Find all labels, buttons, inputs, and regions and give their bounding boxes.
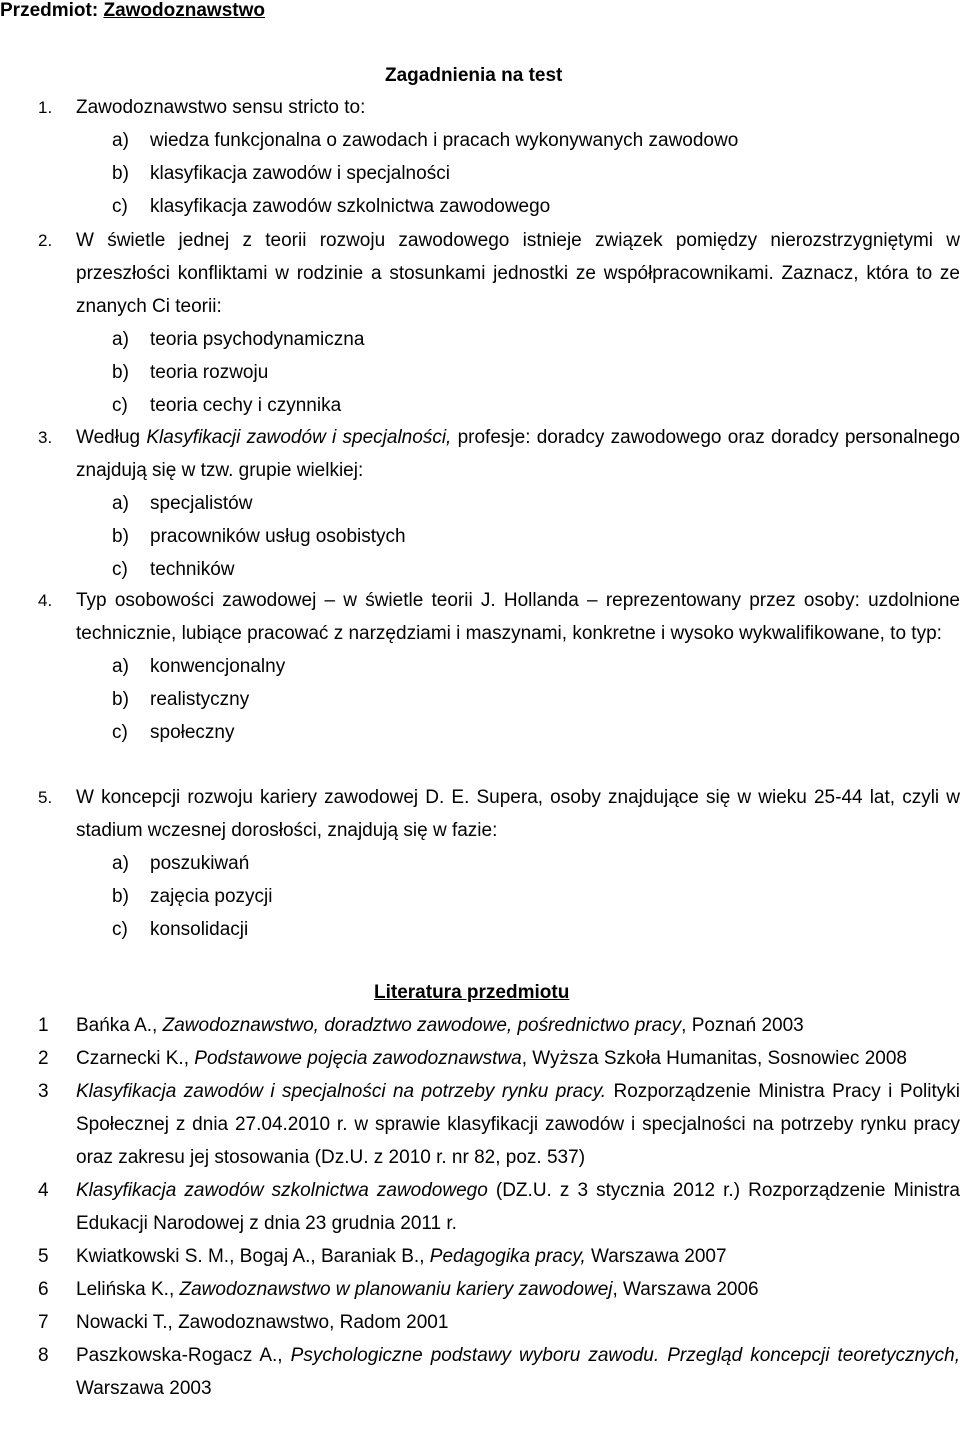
literature-text [76, 1042, 960, 1075]
question-number: 4. [38, 591, 53, 610]
question-number: 1. [38, 98, 53, 117]
option-text: klasyfikacja zawodów i specjalności [150, 163, 450, 184]
answer-option [0, 190, 960, 223]
question-3 [0, 421, 960, 586]
option-text: pracowników usług osobistych [150, 526, 406, 547]
literature-title: Podstawowe pojęcia zawodoznawstwa [194, 1048, 522, 1069]
option-letter: b) [112, 362, 129, 383]
literature-number: 4 [38, 1180, 49, 1201]
literature-author: Lelińska K., [76, 1279, 180, 1300]
option-text: wiedza funkcjonalna o zawodach i pracach wykonywanych zawodowo [150, 130, 739, 151]
option-text: klasyfikacja zawodów szkolnictwa zawodowego [150, 196, 551, 217]
answer-option [0, 389, 960, 422]
literature-author: Czarnecki K., [76, 1048, 195, 1069]
option-text: realistyczny [150, 689, 250, 710]
option-text: konwencjonalny [150, 656, 286, 677]
answer-option [0, 356, 960, 389]
option-letter: b) [112, 526, 129, 547]
question-1 [0, 91, 960, 223]
literature-text [76, 1273, 960, 1306]
option-text: specjalistów [150, 493, 253, 514]
subject-label: Przedmiot: [0, 0, 99, 21]
option-text: techników [150, 559, 235, 580]
question-text [76, 421, 960, 487]
literature-item [0, 1042, 960, 1075]
question-text-part: Według [76, 427, 147, 448]
literature-publication: Warszawa 2003 [76, 1378, 212, 1399]
literature-text [76, 1306, 960, 1339]
literature-title: Psychologiczne podstawy wyboru zawodu. Przegląd koncepcji teoretycznych, [290, 1345, 960, 1366]
literature-heading: Literatura przedmiotu [374, 982, 570, 1003]
literature-number: 6 [38, 1279, 49, 1300]
question-text-part: profesje: doradcy zawodowego oraz doradcy personalnego znajdują się w tzw. grupie wielkiej: [76, 427, 960, 481]
answer-option [0, 716, 960, 749]
literature-publication: (DZ.U. z 3 stycznia 2012 r.) Rozporządzenie Ministra Edukacji Narodowej z dnia 23 grudnia 2011 r. [76, 1180, 960, 1234]
option-letter: b) [112, 163, 129, 184]
literature-number: 2 [38, 1048, 49, 1069]
answer-option [0, 157, 960, 190]
literature-title: Pedagogika pracy, [429, 1246, 586, 1267]
option-text: zajęcia pozycji [150, 886, 273, 907]
literature-publication: , Poznań 2003 [681, 1015, 804, 1036]
option-letter: a) [112, 853, 129, 874]
literature-publication: Warszawa 2007 [585, 1246, 727, 1267]
answer-option [0, 880, 960, 913]
literature-number: 7 [38, 1312, 49, 1333]
question-number: 3. [38, 428, 53, 447]
literature-item [0, 1306, 960, 1339]
literature-item [0, 1240, 960, 1273]
question-text: W koncepcji rozwoju kariery zawodowej D. E. Supera, osoby znajdujące się w wieku 25-44 lat, czyli w stadium wczesnej dorosłości, znajdują się w fazie: [76, 787, 960, 841]
literature-item [0, 1075, 960, 1174]
answer-options [0, 323, 960, 422]
literature-title: Klasyfikacja zawodów i specjalności na potrzeby rynku pracy. [76, 1081, 607, 1102]
literature-number: 8 [38, 1345, 49, 1366]
option-text: poszukiwań [150, 853, 250, 874]
answer-option [0, 683, 960, 716]
option-letter: b) [112, 886, 129, 907]
literature-item [0, 1009, 960, 1042]
question-2 [0, 224, 960, 422]
answer-option [0, 553, 960, 586]
option-letter: a) [112, 493, 129, 514]
answer-options [0, 650, 960, 749]
test-heading: Zagadnienia na test [385, 65, 563, 86]
option-text: konsolidacji [150, 919, 249, 940]
question-number: 5. [38, 788, 53, 807]
literature-item [0, 1174, 960, 1240]
option-text: teoria cechy i czynnika [150, 395, 342, 416]
question-text: Typ osobowości zawodowej – w świetle teorii J. Hollanda – reprezentowany przez osoby: uzdolnione technicznie, lubiące pracować z narzędziami i maszynami, konkretne i wysoko wykwalifikowane, to typ: [76, 590, 960, 644]
option-letter: a) [112, 656, 129, 677]
answer-option [0, 124, 960, 157]
option-letter: c) [112, 722, 128, 743]
literature-publication: , Wyższa Szkoła Humanitas, Sosnowiec 2008 [521, 1048, 907, 1069]
answer-option [0, 847, 960, 880]
question-text: Zawodoznawstwo sensu stricto to: [76, 97, 366, 118]
question-text: W świetle jednej z teorii rozwoju zawodowego istnieje związek pomiędzy nierozstrzygniętymi w przeszłości konfliktami w rodzinie a stosunkami jednostki ze współpracownikami. Zaznacz, która to ze znanych Ci teorii: [76, 230, 960, 317]
question-text-italic: Klasyfikacji zawodów i specjalności, [146, 427, 452, 448]
literature-text [76, 1339, 960, 1405]
answer-option [0, 913, 960, 946]
literature-title: Zawodoznawstwo, doradztwo zawodowe, pośrednictwo pracy [162, 1015, 682, 1036]
literature-publication: , Warszawa 2006 [612, 1279, 759, 1300]
subject-line [0, 0, 265, 23]
answer-options [0, 847, 960, 946]
option-letter: a) [112, 329, 129, 350]
option-letter: b) [112, 689, 129, 710]
literature-author: Nowacki T., Zawodoznawstwo, Radom 2001 [76, 1312, 449, 1333]
answer-option [0, 487, 960, 520]
literature-number: 3 [38, 1081, 49, 1102]
option-text: teoria rozwoju [150, 362, 269, 383]
option-text: teoria psychodynamiczna [150, 329, 365, 350]
option-letter: c) [112, 395, 128, 416]
literature-item [0, 1273, 960, 1306]
option-letter: c) [112, 196, 128, 217]
literature-text [76, 1009, 960, 1042]
option-text: społeczny [150, 722, 235, 743]
literature-title: Klasyfikacja zawodów szkolnictwa zawodowego [76, 1180, 488, 1201]
literature-author: Bańka A., [76, 1015, 163, 1036]
answer-options [0, 487, 960, 586]
option-letter: c) [112, 919, 128, 940]
question-5 [0, 781, 960, 946]
option-letter: c) [112, 559, 128, 580]
literature-title: Zawodoznawstwo w planowaniu kariery zawodowej [179, 1279, 613, 1300]
question-4 [0, 584, 960, 749]
literature-list [0, 1009, 960, 1405]
literature-number: 5 [38, 1246, 49, 1267]
literature-text [76, 1240, 960, 1273]
literature-text [76, 1075, 960, 1174]
literature-author: Paszkowska-Rogacz A., [76, 1345, 291, 1366]
literature-item [0, 1339, 960, 1405]
option-letter: a) [112, 130, 129, 151]
question-number: 2. [38, 231, 53, 250]
literature-text [76, 1174, 960, 1240]
answer-option [0, 323, 960, 356]
answer-option [0, 650, 960, 683]
answer-options [0, 124, 960, 223]
literature-author: Kwiatkowski S. M., Bogaj A., Baraniak B., [76, 1246, 430, 1267]
subject-value: Zawodoznawstwo [103, 0, 265, 21]
answer-option [0, 520, 960, 553]
literature-publication: Rozporządzenie Ministra Pracy i Polityki Społecznej z dnia 27.04.2010 r. w sprawie klasyfikacji zawodów i specjalności na potrzeby rynku pracy oraz zakresu jej stosowania (Dz.U. z 2010 r. nr 82, poz. 537) [76, 1081, 960, 1168]
literature-number: 1 [38, 1015, 49, 1036]
